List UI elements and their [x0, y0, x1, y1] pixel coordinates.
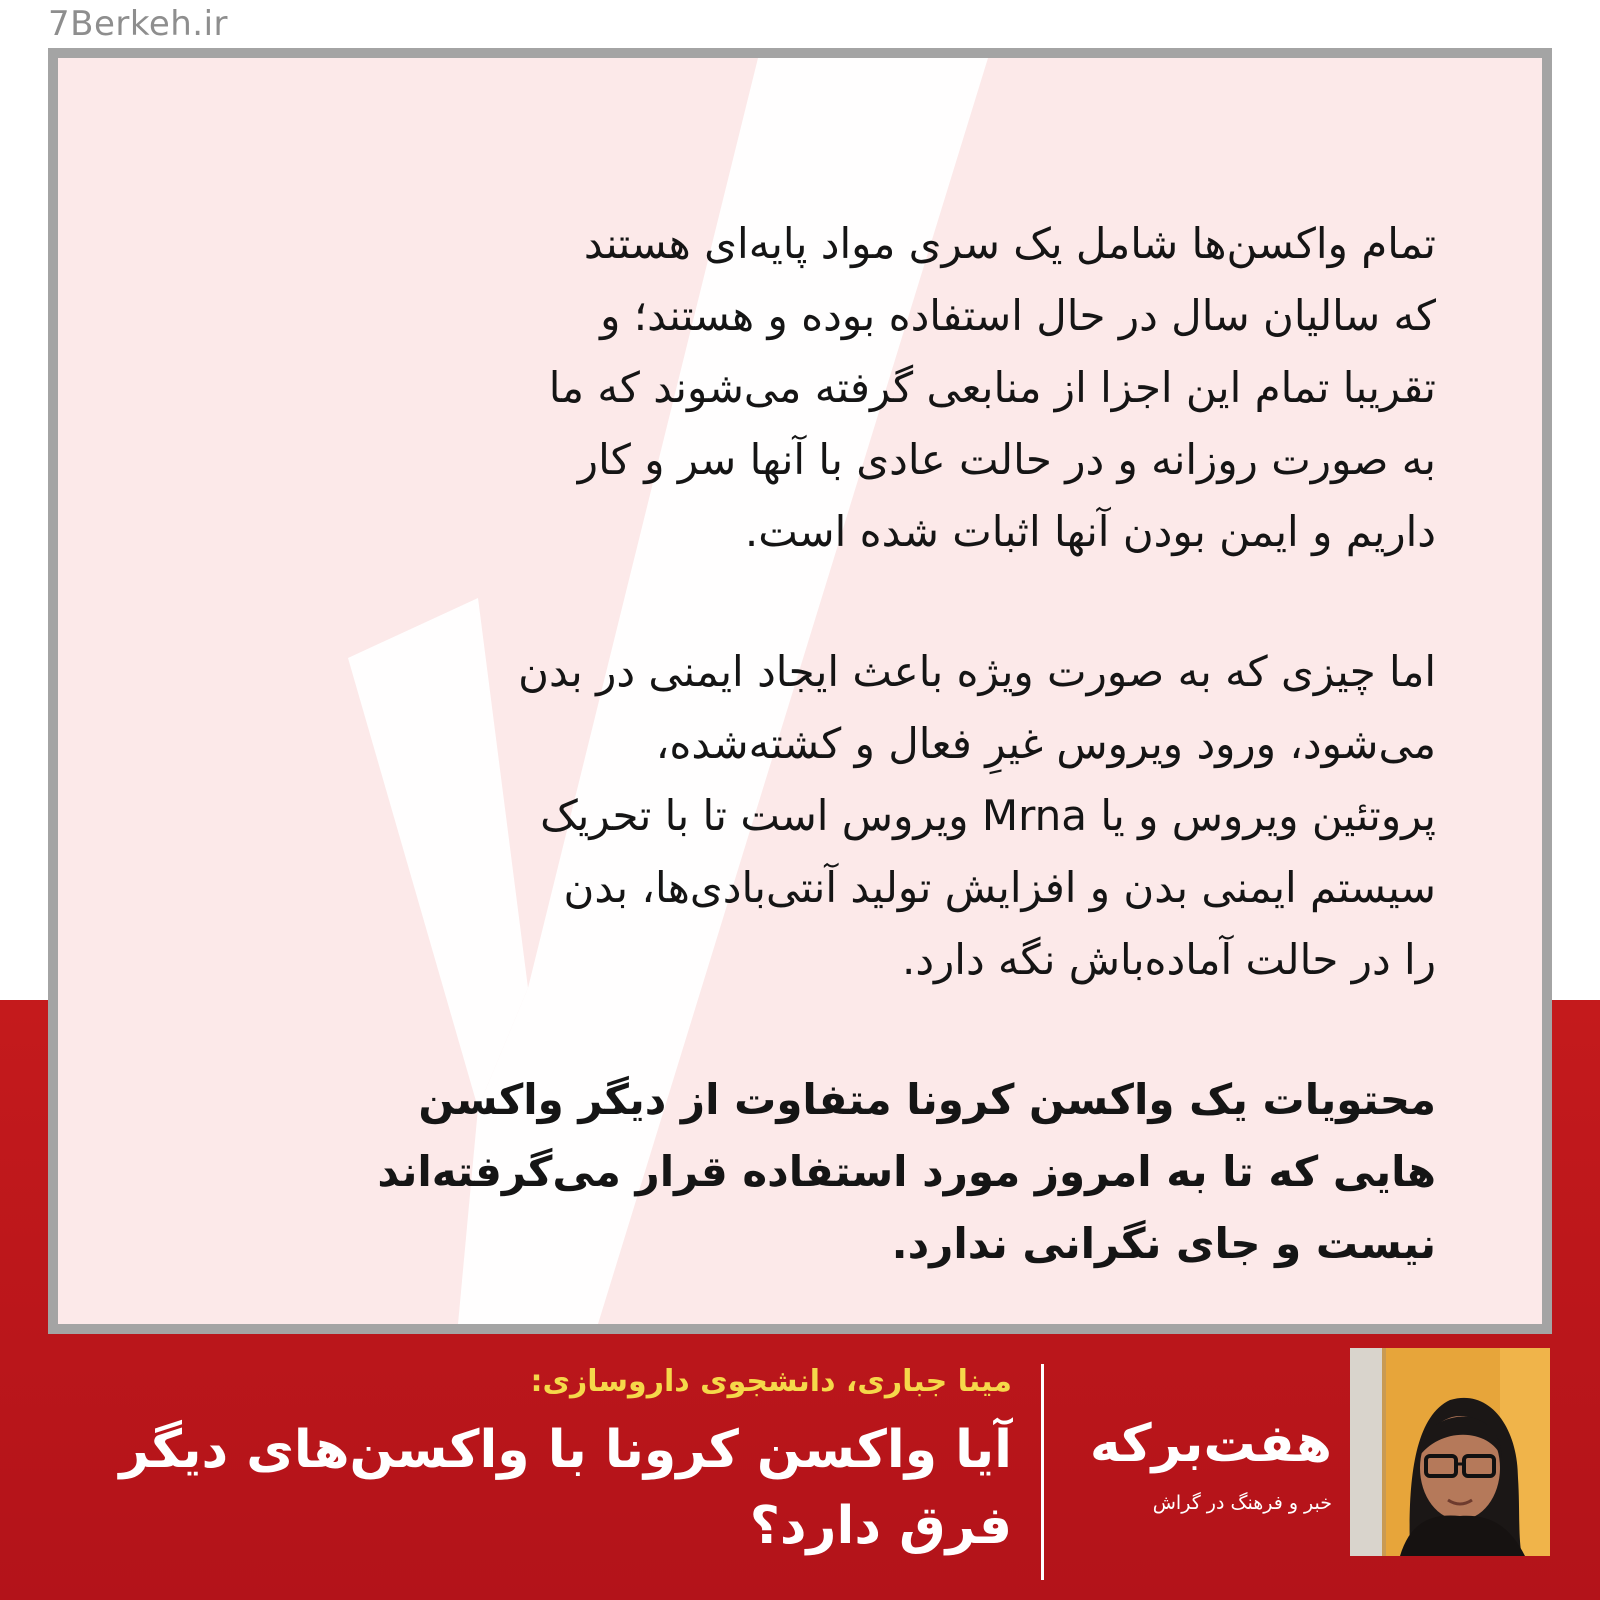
- article-body: [208, 208, 1436, 1280]
- footer-divider: [1041, 1364, 1044, 1580]
- portrait-illustration-icon: [1350, 1348, 1550, 1556]
- article-paragraph-3: محتویات یک واکسن کرونا متفاوت از دیگر واکسن هایی که تا به امروز مورد استفاده قرار می‌گرفته‌اند نیست و جای نگرانی ندارد.: [377, 1075, 1436, 1268]
- article-paragraph-1: تمام واکسن‌ها شامل یک سری مواد پایه‌ای هستند که سالیان سال در حال استفاده بوده و هستند؛ و تقریبا تمام این اجزا از منابعی گرفته می‌شوند که ما به صورت روزانه و در حالت عادی با آنها سر و کار داریم و ایمن بودن آنها اثبات شده است.: [548, 219, 1436, 556]
- footer: [0, 1334, 1600, 1600]
- headline: [119, 1412, 1012, 1564]
- quote-panel: [48, 48, 1552, 1334]
- speaker-portrait: [1350, 1348, 1550, 1556]
- headline-line-2: فرق دارد؟: [749, 1496, 1012, 1556]
- brand-logo: هفت‌برکه: [1089, 1414, 1332, 1474]
- headline-line-1: آیا واکسن کرونا با واکسن‌های دیگر: [119, 1420, 1012, 1480]
- brand-tagline: خبر و فرهنگ در گراش: [1152, 1492, 1332, 1514]
- speaker-caption: مینا جباری، دانشجوی داروسازی:: [530, 1364, 1012, 1399]
- site-watermark: 7Berkeh.ir: [48, 4, 229, 44]
- article-paragraph-2: اما چیزی که به صورت ویژه باعث ایجاد ایمنی در بدن می‌شود، ورود ویروس غیرِ فعال و کشته‌شده، پروتئین ویروس و یا Mrna ویروس است تا با تحریک سیستم ایمنی بدن و افزایش تولید آنتی‌بادی‌ها، بدن را در حالت آماده‌باش نگه دارد.: [518, 647, 1436, 984]
